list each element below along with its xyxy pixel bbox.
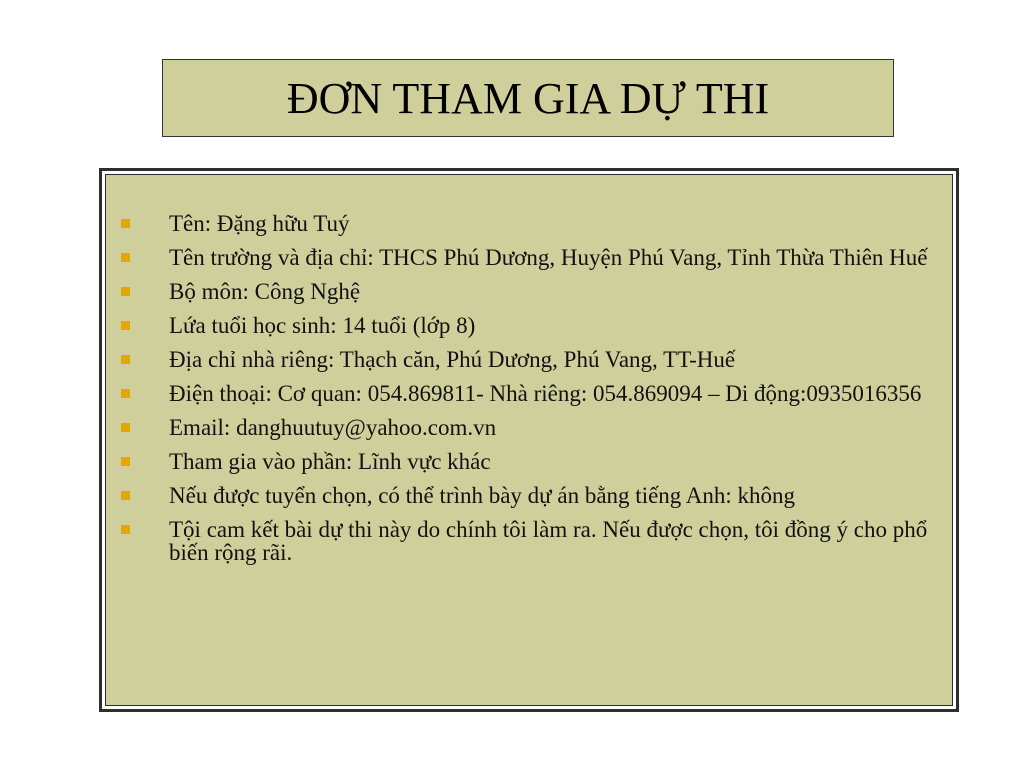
page-title: ĐƠN THAM GIA DỰ THI <box>286 73 770 123</box>
square-bullet-icon <box>121 321 130 330</box>
list-item <box>116 212 946 235</box>
list-item <box>116 348 946 371</box>
square-bullet-icon <box>121 457 130 466</box>
list-item-text: Địa chỉ nhà riêng: Thạch căn, Phú Dương, Phú Vang, TT-Huế <box>169 347 736 372</box>
bullet-list <box>116 212 946 575</box>
list-item <box>116 484 946 507</box>
content-frame <box>99 168 959 712</box>
square-bullet-icon <box>121 525 130 534</box>
list-item <box>116 450 946 473</box>
square-bullet-icon <box>121 287 130 296</box>
list-item <box>116 416 946 439</box>
square-bullet-icon <box>121 491 130 500</box>
square-bullet-icon <box>121 355 130 364</box>
square-bullet-icon <box>121 389 130 398</box>
square-bullet-icon <box>121 253 130 262</box>
list-item-text: Điện thoại: Cơ quan: 054.869811- Nhà riêng: 054.869094 – Di động:0935016356 <box>169 381 922 406</box>
list-item-text: Tội cam kết bài dự thi này do chính tôi làm ra. Nếu được chọn, tôi đồng ý cho phổ biến rộng rãi. <box>169 517 928 565</box>
list-item-text: Tên trường và địa chỉ: THCS Phú Dương, Huyện Phú Vang, Tỉnh Thừa Thiên Huế <box>169 245 928 270</box>
list-item-text: Tham gia vào phần: Lĩnh vực khác <box>169 449 491 474</box>
list-item-text: Tên: Đặng hữu Tuý <box>169 211 350 236</box>
list-item <box>116 280 946 303</box>
list-item <box>116 246 946 269</box>
list-item-text: Lứa tuổi học sinh: 14 tuổi (lớp 8) <box>169 313 476 338</box>
list-item <box>116 518 946 564</box>
content-panel <box>105 174 953 706</box>
title-box <box>162 59 894 137</box>
list-item-text: Email: danghuutuy@yahoo.com.vn <box>169 415 497 440</box>
list-item <box>116 314 946 337</box>
list-item <box>116 382 946 405</box>
square-bullet-icon <box>121 423 130 432</box>
list-item-text: Nếu được tuyển chọn, có thể trình bày dự án bằng tiếng Anh: không <box>169 483 796 508</box>
list-item-text: Bộ môn: Công Nghệ <box>169 279 361 304</box>
square-bullet-icon <box>121 219 130 228</box>
